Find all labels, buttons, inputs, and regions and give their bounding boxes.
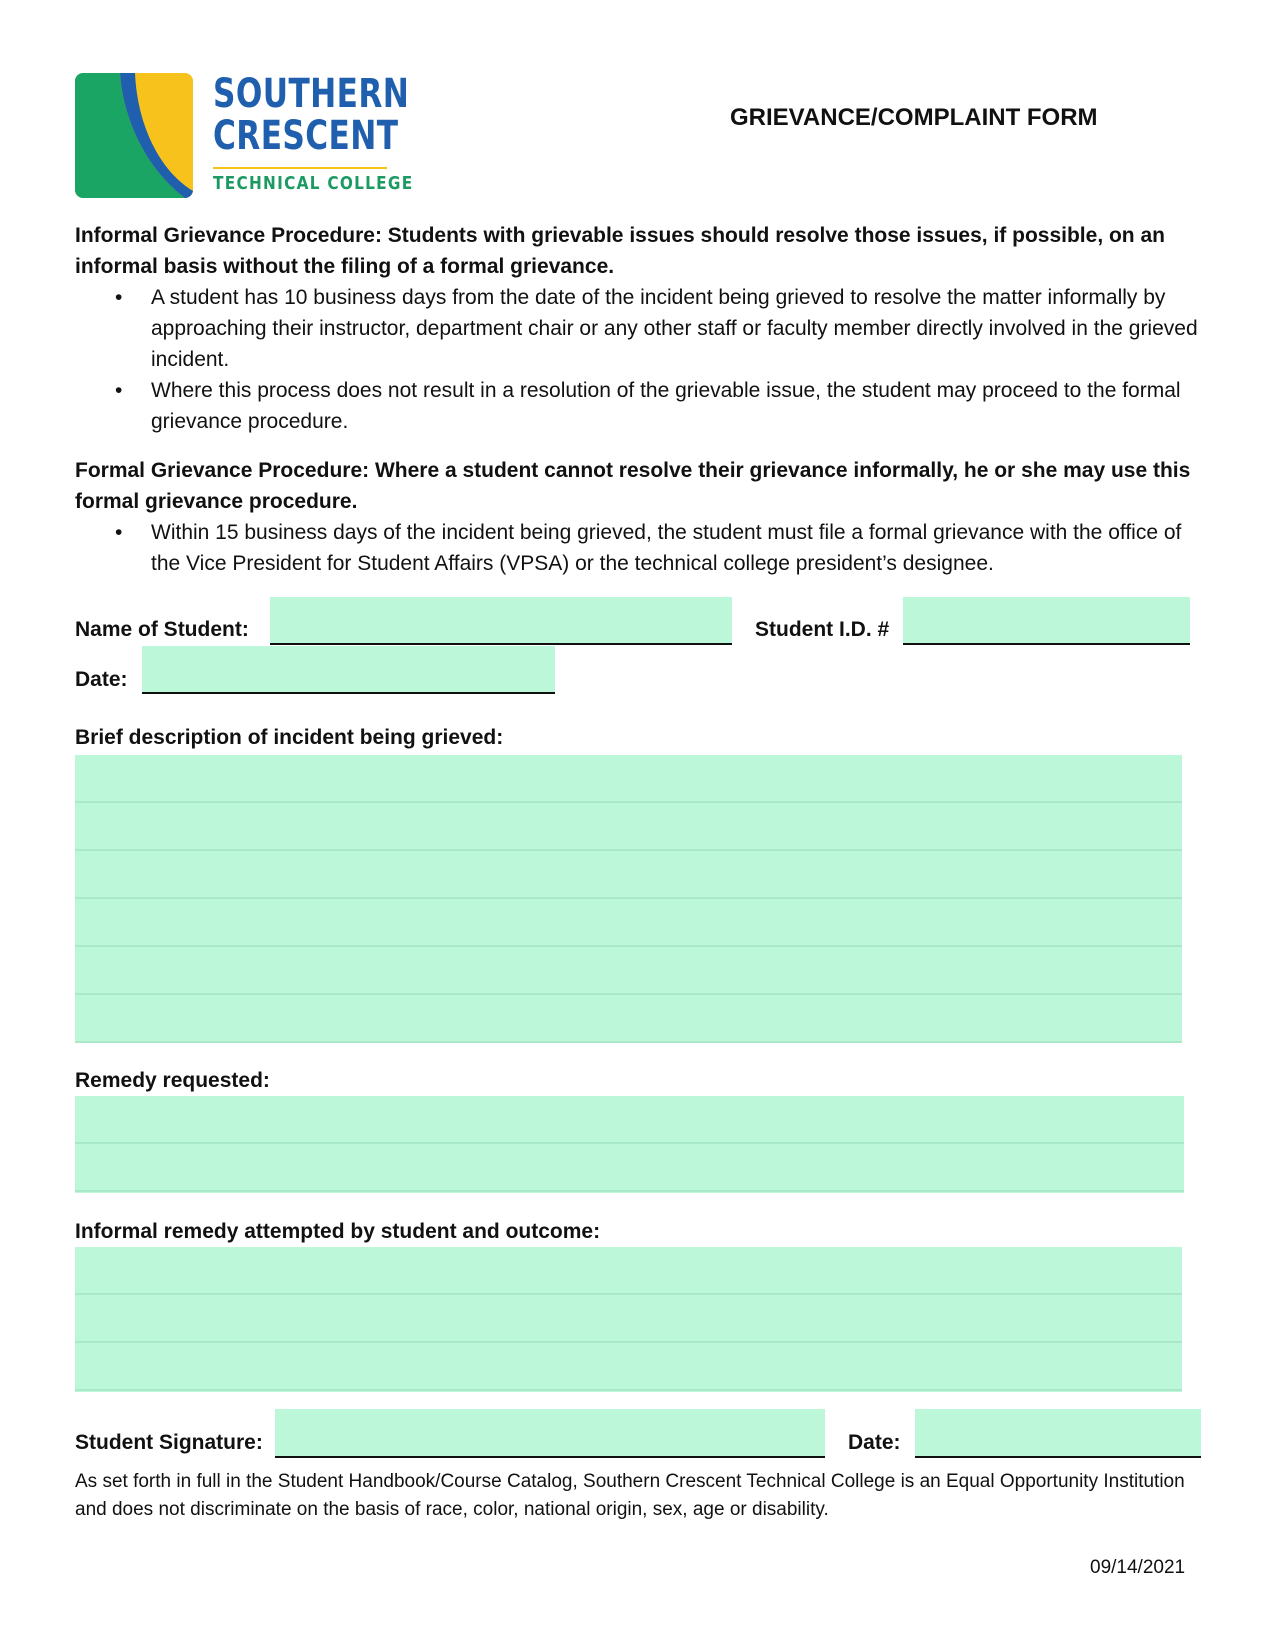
- logo-crescent-mark: [75, 73, 193, 198]
- logo-divider: [213, 167, 387, 169]
- revision-date: 09/14/2021: [1090, 1557, 1186, 1578]
- remedy-textarea[interactable]: [75, 1096, 1184, 1193]
- remedy-label: Remedy requested:: [75, 1069, 270, 1092]
- list-item: • A student has 10 business days from the date of the incident being grieved to resolve the matter informally by approaching their instructor, department chair or any other staff or faculty member directly involved in the grieved incident.: [75, 282, 1205, 375]
- informal-heading: Informal Grievance Procedure: Students with grievable issues should resolve those issues, if possible, on an informal basis without the filing of a formal grievance.: [75, 224, 1165, 278]
- informal-remedy-textarea[interactable]: [75, 1247, 1182, 1392]
- list-item: • Within 15 business days of the incident being grieved, the student must file a formal grievance with the office of the Vice President for Student Affairs (VPSA) or the technical college president’s designee.: [75, 517, 1205, 579]
- student-name-field[interactable]: [270, 597, 732, 645]
- description-label: Brief description of incident being grieved:: [75, 726, 504, 749]
- signature-field[interactable]: [275, 1409, 825, 1458]
- date-field[interactable]: [142, 646, 555, 694]
- logo-crescent: CRESCENT: [213, 113, 399, 159]
- formal-bullet-list: [75, 517, 1205, 579]
- informal-bullet-list: [75, 282, 1205, 437]
- student-id-label: Student I.D. #: [755, 618, 890, 641]
- informal-remedy-label: Informal remedy attempted by student and outcome:: [75, 1220, 601, 1243]
- logo-southern: SOUTHERN: [213, 71, 410, 117]
- signature-date-field[interactable]: [915, 1409, 1201, 1458]
- signature-label: Student Signature:: [75, 1431, 263, 1454]
- formal-heading: Formal Grievance Procedure: Where a student cannot resolve their grievance informally, he or she may use this formal grievance procedure.: [75, 459, 1191, 513]
- name-label: Name of Student:: [75, 618, 249, 641]
- logo-technical-college: TECHNICAL COLLEGE: [213, 173, 414, 194]
- formal-procedure-section: [75, 455, 1205, 579]
- college-logo: [75, 71, 414, 198]
- page-title: GRIEVANCE/COMPLAINT FORM: [730, 104, 1098, 131]
- list-item: • Where this process does not result in a resolution of the grievable issue, the student may proceed to the formal grievance procedure.: [75, 375, 1205, 437]
- description-textarea[interactable]: [75, 755, 1182, 1043]
- informal-procedure-section: [75, 220, 1205, 437]
- student-id-field[interactable]: [903, 597, 1190, 645]
- logo-wordmark: [213, 71, 414, 194]
- date-label: Date:: [75, 668, 128, 691]
- signature-date-label: Date:: [848, 1431, 901, 1454]
- equal-opportunity-statement: As set forth in full in the Student Handbook/Course Catalog, Southern Crescent Technical College is an Equal Opportunity Institution and does not discriminate on the basis of race, color, national origin, sex, age or disability.: [75, 1471, 1185, 1520]
